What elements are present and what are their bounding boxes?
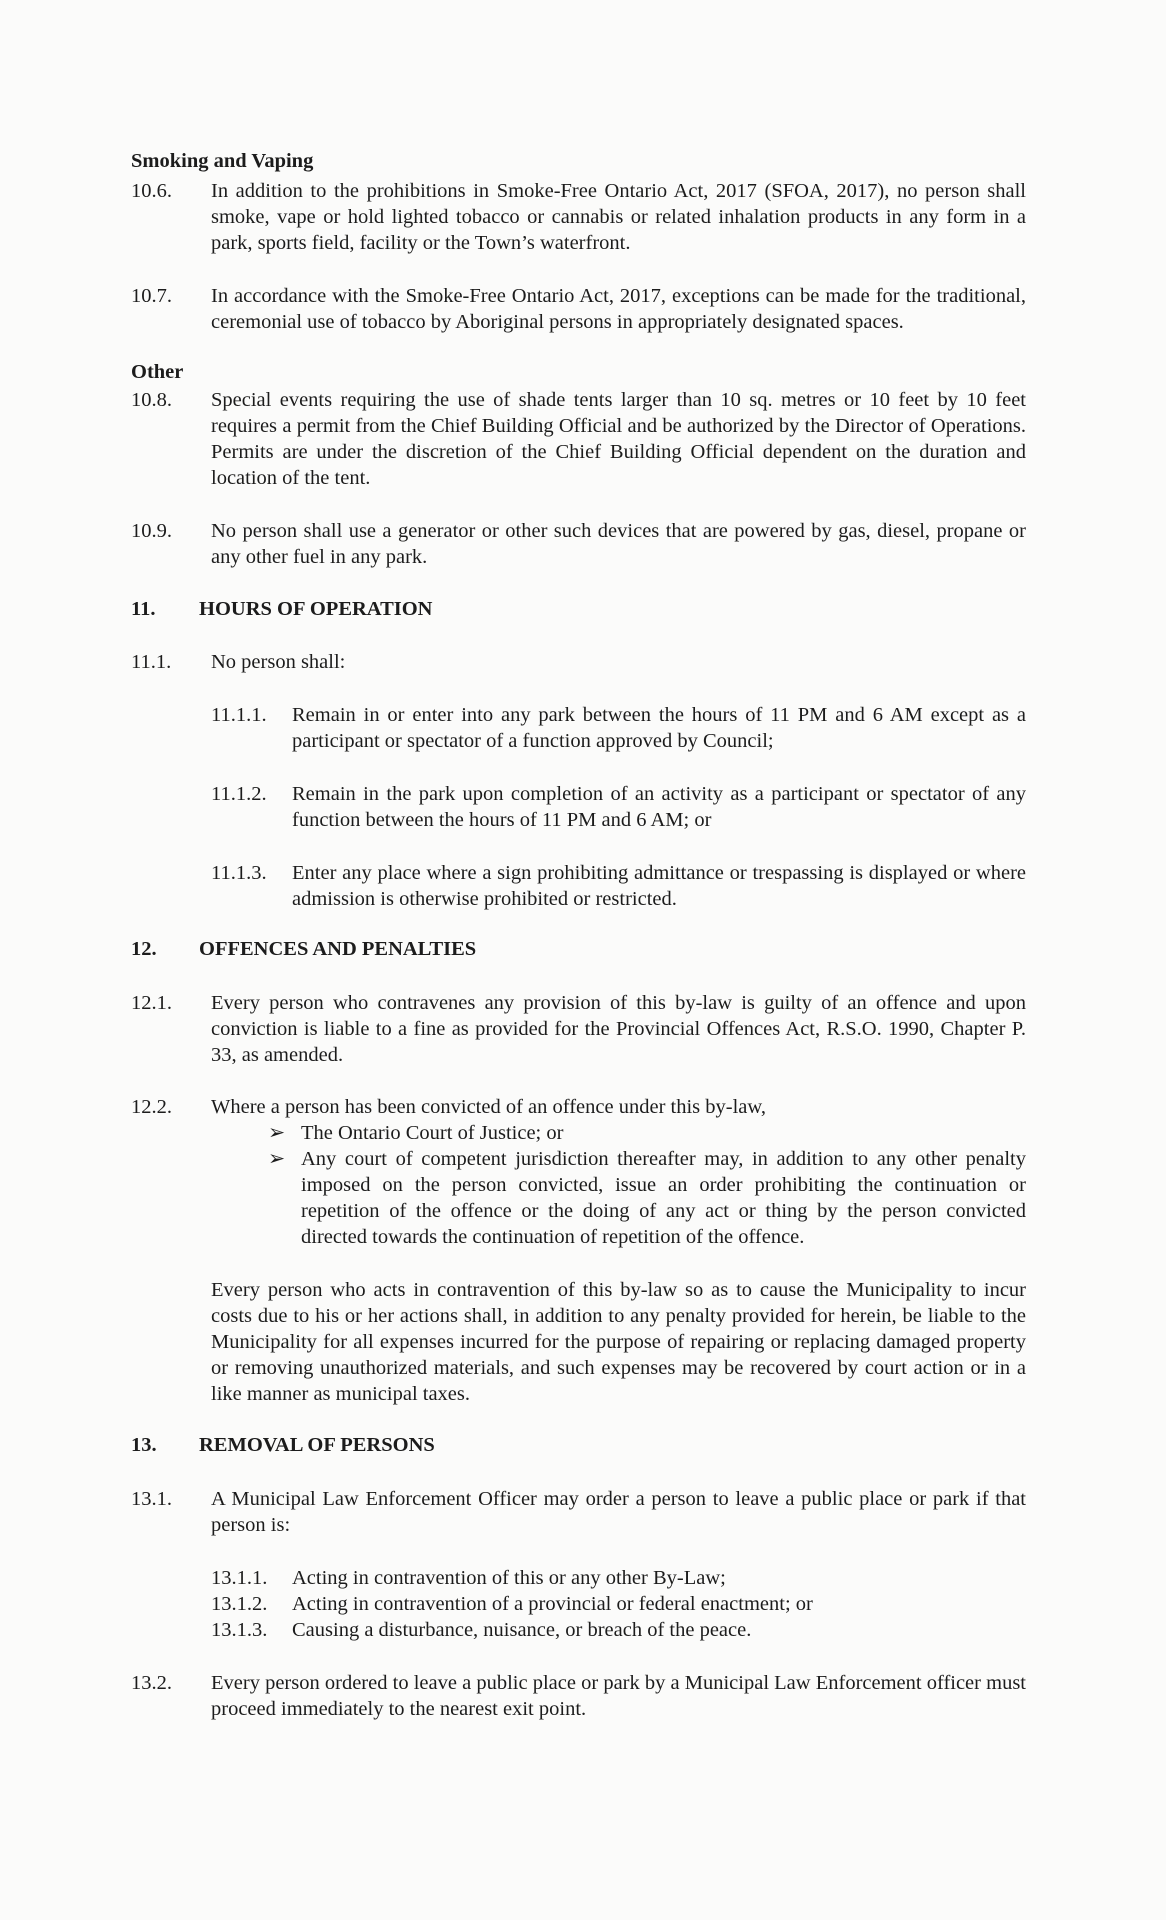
subclause-text-13-1-2: Acting in contravention of a provincial or federal enactment; or	[292, 1593, 813, 1615]
bullet-text-ontario-court: The Ontario Court of Justice; or	[301, 1122, 564, 1144]
section-number-11: 11.	[131, 598, 156, 620]
section-number-13: 13.	[131, 1434, 157, 1456]
bullet-text-competent-court: Any court of competent jurisdiction thereafter may, in addition to any other penalty imposed on the person convicted, issue an order prohibiting the continuation or repetition of the offence or the doing of any act or thing by the person convicted directed towards the continuation of repetition of the offence.	[301, 1148, 1026, 1248]
section-number-12: 12.	[131, 938, 157, 960]
subclause-number-11-1-2: 11.1.2.	[211, 783, 267, 805]
subclause-text-11-1-2: Remain in the park upon completion of an activity as a participant or spectator of any function between the hours of 11 PM and 6 AM; or	[292, 783, 1026, 831]
clause-text-11-1: No person shall:	[211, 651, 346, 673]
subclause-text-11-1-1: Remain in or enter into any park between the hours of 11 PM and 6 AM except as a participant or spectator of a function approved by Council;	[292, 704, 1026, 752]
subclause-text-13-1-3: Causing a disturbance, nuisance, or breach of the peace.	[292, 1619, 752, 1641]
clause-text-13-1: A Municipal Law Enforcement Officer may order a person to leave a public place or park if that person is:	[211, 1488, 1026, 1536]
subclause-text-13-1-1: Acting in contravention of this or any other By-Law;	[292, 1567, 726, 1589]
clause-number-10-7: 10.7.	[131, 285, 172, 307]
clause-text-10-7: In accordance with the Smoke-Free Ontario Act, 2017, exceptions can be made for the traditional, ceremonial use of tobacco by Aboriginal persons in appropriately designated spaces.	[211, 285, 1026, 333]
clause-text-10-8: Special events requiring the use of shade tents larger than 10 sq. metres or 10 feet by 10 feet requires a permit from the Chief Building Official and be authorized by the Director of Operations. Permits are under the discretion of the Chief Building Official dependent on the duration and location of the tent.	[211, 389, 1026, 489]
clause-number-10-9: 10.9.	[131, 520, 172, 542]
clause-number-13-1: 13.1.	[131, 1488, 172, 1510]
section-title-hours-of-operation: HOURS OF OPERATION	[199, 598, 433, 620]
clause-text-10-6: In addition to the prohibitions in Smoke-Free Ontario Act, 2017 (SFOA, 2017), no person shall smoke, vape or hold lighted tobacco or cannabis or related inhalation products in any form in a park, sports field, facility or the Town’s waterfront.	[211, 180, 1026, 254]
clause-text-12-1: Every person who contravenes any provision of this by-law is guilty of an offence and upon conviction is liable to a fine as provided for the Provincial Offences Act, R.S.O. 1990, Chapter P. 33, as amended.	[211, 992, 1026, 1066]
clause-text-12-2: Where a person has been convicted of an offence under this by-law,	[211, 1096, 766, 1118]
bullet-arrow-icon: ➢	[268, 1122, 286, 1144]
subclause-number-11-1-1: 11.1.1.	[211, 704, 267, 726]
clause-number-10-6: 10.6.	[131, 180, 172, 202]
clause-text-10-9: No person shall use a generator or other such devices that are powered by gas, diesel, propane or any other fuel in any park.	[211, 520, 1026, 568]
paragraph-cost-recovery: Every person who acts in contravention of this by-law so as to cause the Municipality to incur costs due to his or her actions shall, in addition to any penalty provided for herein, be liable to the Municipality for all expenses incurred for the purpose of repairing or replacing damaged property or removing unauthorized materials, and such expenses may be recovered by court action or in a like manner as municipal taxes.	[211, 1279, 1026, 1405]
subclause-number-13-1-1: 13.1.1.	[211, 1567, 268, 1589]
clause-number-12-1: 12.1.	[131, 992, 172, 1014]
subclause-number-13-1-2: 13.1.2.	[211, 1593, 268, 1615]
subclause-number-11-1-3: 11.1.3.	[211, 862, 267, 884]
bullet-arrow-icon: ➢	[268, 1148, 286, 1170]
clause-number-10-8: 10.8.	[131, 389, 172, 411]
section-title-removal-of-persons: REMOVAL OF PERSONS	[199, 1434, 435, 1456]
clause-number-11-1: 11.1.	[131, 651, 172, 673]
subclause-number-13-1-3: 13.1.3.	[211, 1619, 268, 1641]
clause-number-13-2: 13.2.	[131, 1672, 172, 1694]
clause-number-12-2: 12.2.	[131, 1096, 172, 1118]
subheading-smoking-vaping: Smoking and Vaping	[131, 150, 314, 172]
clause-text-13-2: Every person ordered to leave a public place or park by a Municipal Law Enforcement officer must proceed immediately to the nearest exit point.	[211, 1672, 1026, 1720]
subheading-other: Other	[131, 361, 184, 383]
subclause-text-11-1-3: Enter any place where a sign prohibiting admittance or trespassing is displayed or where admission is otherwise prohibited or restricted.	[292, 862, 1026, 910]
section-title-offences-and-penalties: OFFENCES AND PENALTIES	[199, 938, 477, 960]
